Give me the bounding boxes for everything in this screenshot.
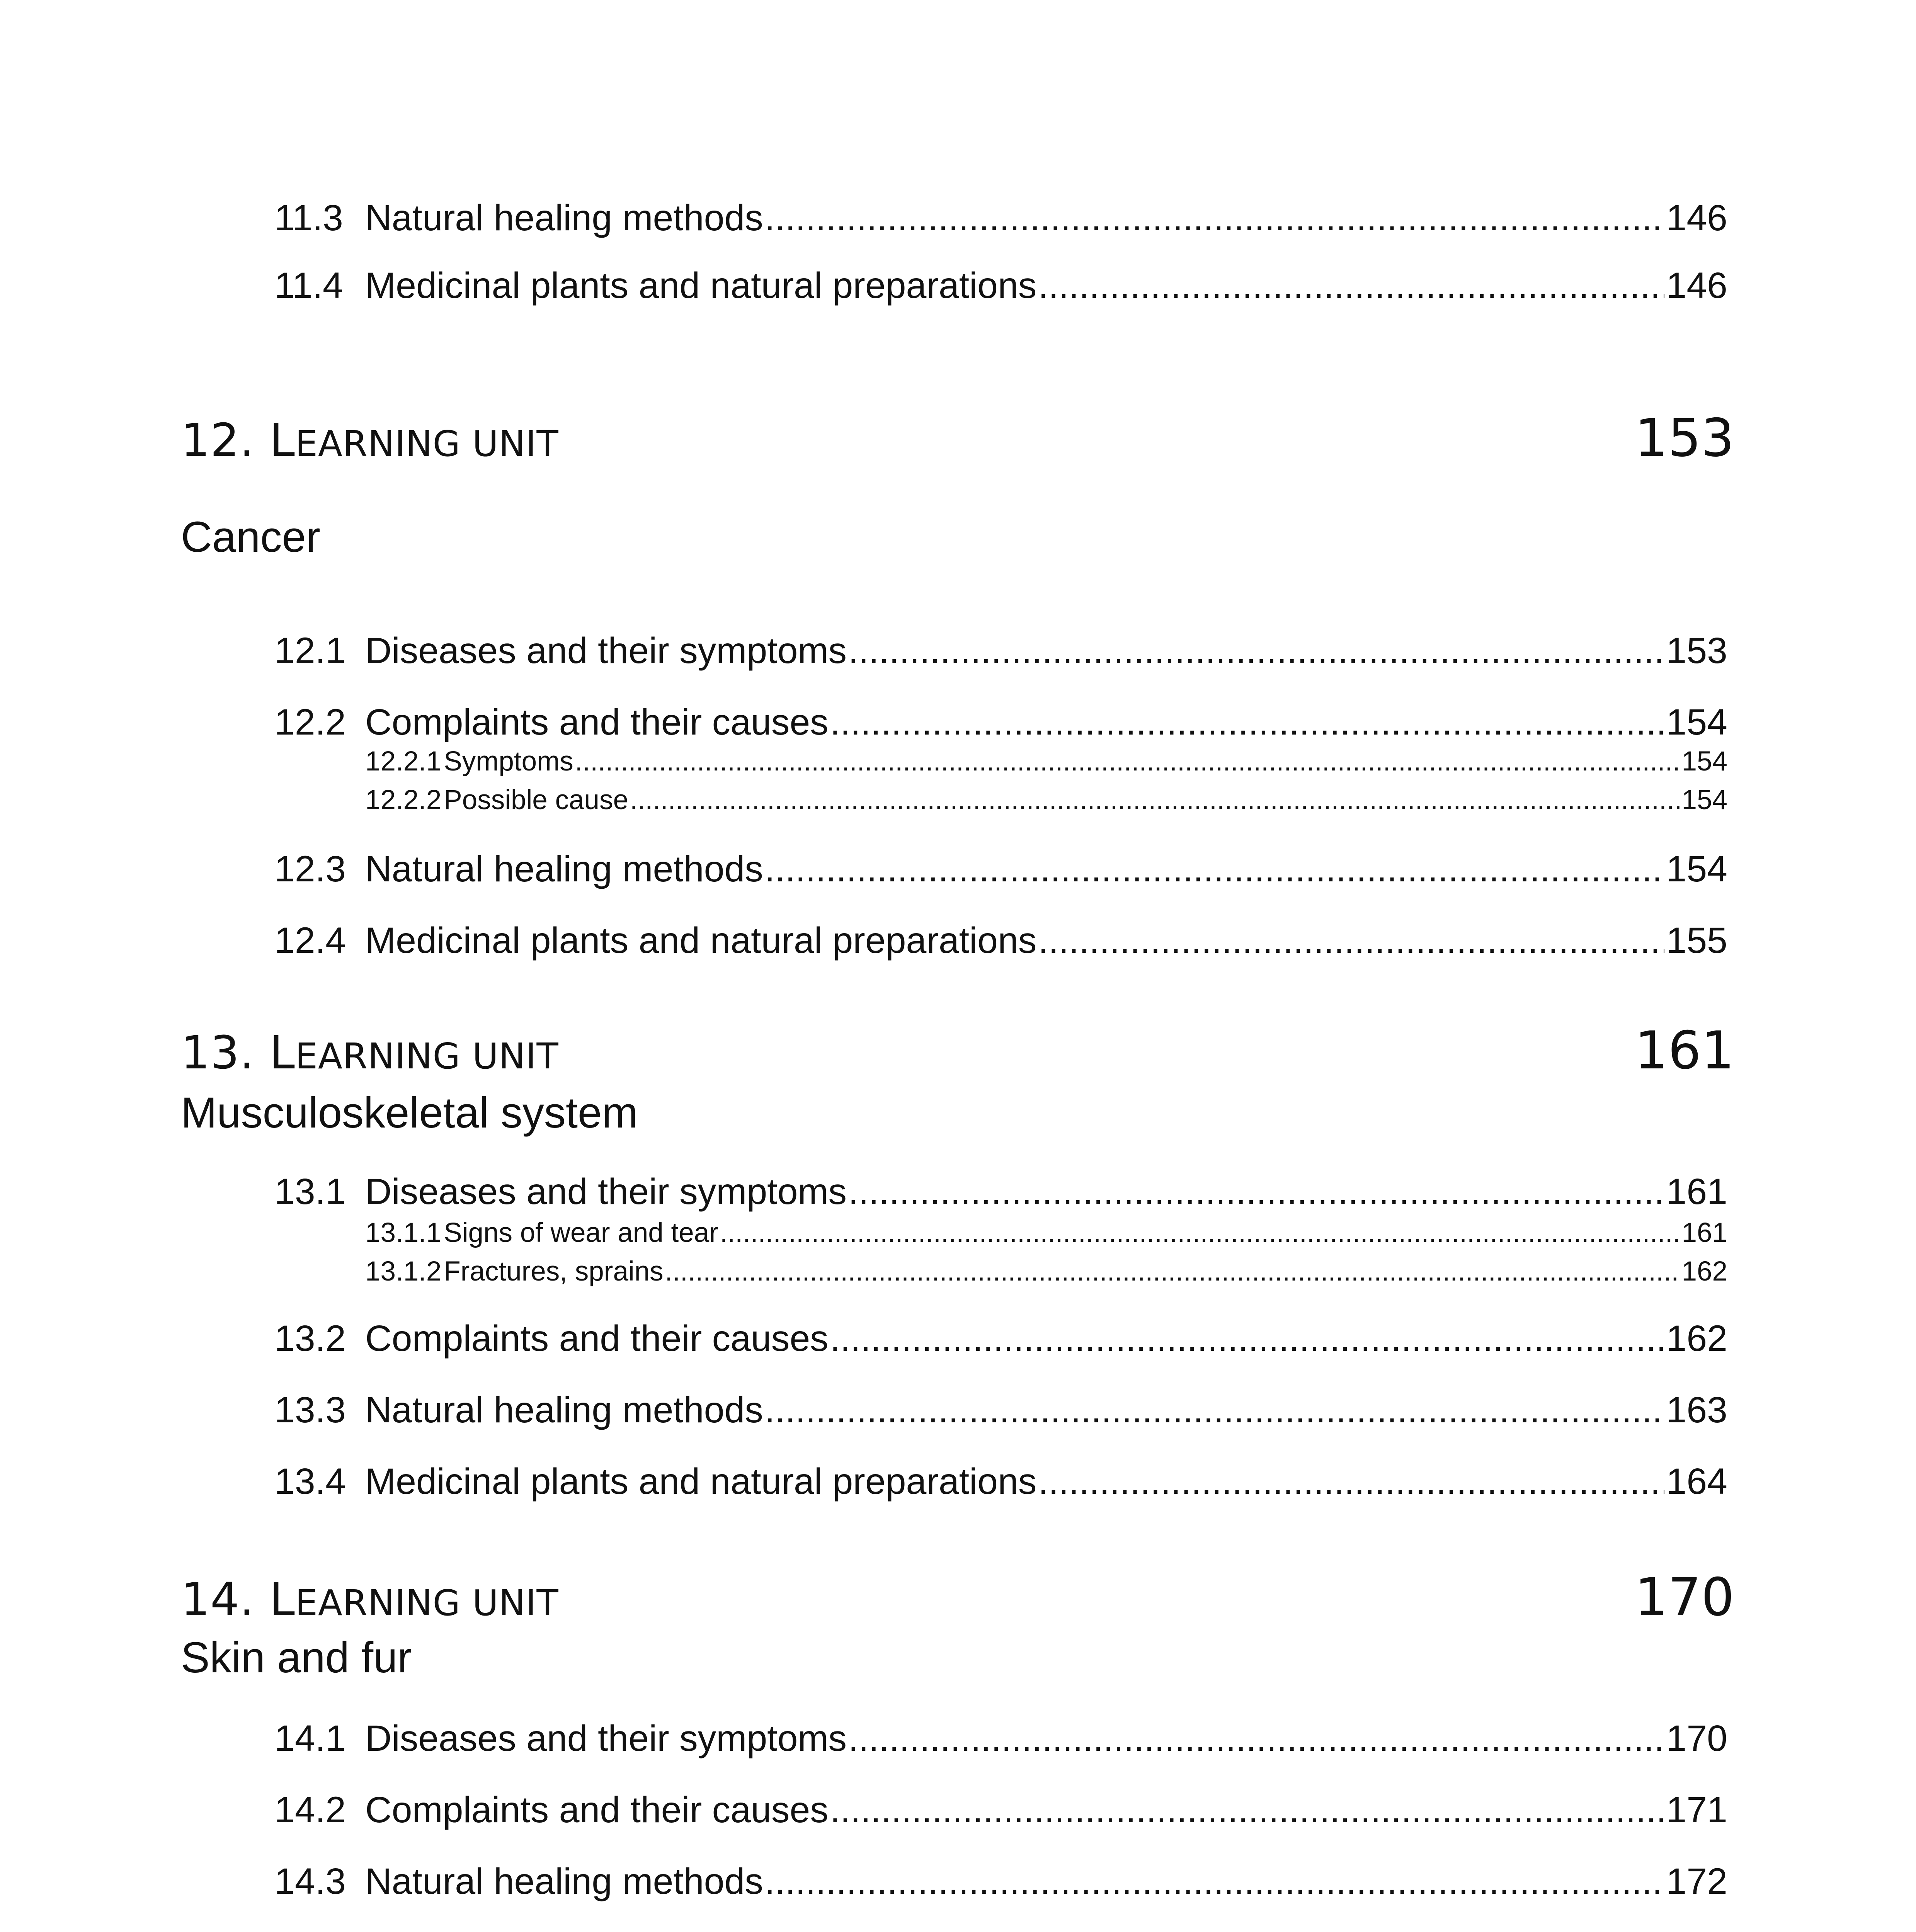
toc-entry-title: Medicinal plants and natural preparations	[365, 265, 1037, 306]
toc-entry-title: Diseases and their symptoms	[365, 1171, 847, 1212]
toc-subentry[interactable]	[365, 1256, 1727, 1287]
dot-leader	[830, 1789, 1665, 1831]
learning-unit-heading[interactable]	[181, 408, 1734, 468]
learning-unit-page: 153	[1635, 408, 1734, 468]
dot-leader	[630, 784, 1680, 816]
dot-leader	[575, 746, 1680, 777]
dot-leader	[720, 1217, 1680, 1248]
toc-entry[interactable]	[274, 920, 1727, 962]
dot-leader	[765, 848, 1665, 890]
learning-unit-topic: Musculoskeletal system	[181, 1088, 638, 1137]
dot-leader	[830, 1318, 1665, 1360]
toc-entry[interactable]	[274, 1718, 1727, 1760]
toc-subentry[interactable]	[365, 784, 1727, 816]
dot-leader	[848, 630, 1664, 672]
toc-entry[interactable]	[274, 1789, 1727, 1831]
toc-entry-title: Medicinal plants and natural preparations	[365, 920, 1037, 961]
toc-entry-title: Natural healing methods	[365, 849, 763, 889]
toc-entry-title: Diseases and their symptoms	[365, 630, 847, 671]
toc-entry-page: 162	[1681, 1256, 1727, 1287]
toc-entry-title: Natural healing methods	[365, 1389, 763, 1430]
toc-entry-page: 170	[1666, 1718, 1727, 1759]
toc-entry-page: 154	[1666, 849, 1727, 889]
toc-entry[interactable]	[274, 701, 1727, 743]
toc-entry-title: Natural healing methods	[365, 1861, 763, 1902]
dot-leader	[1038, 265, 1664, 307]
toc-entry-title: Complaints and their causes	[365, 1789, 829, 1830]
toc-entry[interactable]	[274, 197, 1727, 239]
toc-entry-page: 162	[1666, 1318, 1727, 1359]
toc-entry-number: 13.2	[274, 1318, 346, 1359]
toc-entry-page: 161	[1681, 1218, 1727, 1248]
learning-unit-topic: Cancer	[181, 513, 321, 561]
toc-entry[interactable]	[274, 1389, 1727, 1431]
toc-entry-page: 146	[1666, 265, 1727, 306]
toc-entry-title: Natural healing methods	[365, 197, 763, 238]
learning-unit-heading[interactable]	[181, 1567, 1734, 1628]
toc-entry-title: Complaints and their causes	[365, 1318, 829, 1359]
toc-entry-number: 13.1	[274, 1171, 346, 1212]
toc-entry-number: 14.1	[274, 1718, 346, 1759]
toc-entry-page: 153	[1666, 630, 1727, 671]
toc-entry-page: 154	[1666, 702, 1727, 743]
toc-entry-number: 13.3	[274, 1389, 346, 1430]
toc-entry-page: 163	[1666, 1389, 1727, 1430]
toc-entry[interactable]	[274, 1861, 1727, 1903]
toc-entry-number: 12.2.2	[365, 785, 442, 815]
toc-entry-title: Medicinal plants and natural preparations	[365, 1461, 1037, 1502]
toc-entry-number: 11.4	[274, 265, 343, 306]
dot-leader	[848, 1171, 1664, 1213]
learning-unit-heading[interactable]	[181, 1020, 1734, 1081]
toc-entry-title: Fractures, sprains	[444, 1256, 664, 1287]
dot-leader	[1038, 920, 1664, 962]
toc-entry-number: 12.4	[274, 920, 346, 961]
toc-entry-page: 154	[1681, 746, 1727, 777]
toc-entry-title: Complaints and their causes	[365, 702, 829, 743]
dot-leader	[765, 1861, 1665, 1903]
dot-leader	[848, 1718, 1664, 1760]
learning-unit-page: 161	[1635, 1020, 1734, 1081]
learning-unit-label: 12. LEARNING UNIT	[181, 413, 559, 467]
toc-entry-title: Signs of wear and tear	[444, 1218, 718, 1248]
toc-entry[interactable]	[274, 1318, 1727, 1360]
toc-entry-title: Diseases and their symptoms	[365, 1718, 847, 1759]
toc-entry[interactable]	[274, 265, 1727, 307]
toc-entry-number: 12.3	[274, 849, 346, 889]
toc-entry-page: 154	[1681, 785, 1727, 815]
toc-entry[interactable]	[274, 630, 1727, 672]
dot-leader	[765, 197, 1665, 239]
toc-entry-number: 12.1	[274, 630, 346, 671]
toc-entry-title: Symptoms	[444, 746, 573, 777]
toc-entry-number: 13.1.2	[365, 1256, 442, 1287]
dot-leader	[830, 701, 1665, 743]
toc-entry-number: 13.1.1	[365, 1218, 442, 1248]
toc-entry-number: 12.2.1	[365, 746, 442, 777]
toc-subentry[interactable]	[365, 746, 1727, 777]
toc-entry-page: 172	[1666, 1861, 1727, 1902]
toc-entry-page: 146	[1666, 197, 1727, 238]
dot-leader	[1038, 1461, 1664, 1503]
toc-entry[interactable]	[274, 1461, 1727, 1503]
toc-entry-page: 171	[1666, 1789, 1727, 1830]
learning-unit-page: 170	[1635, 1567, 1734, 1628]
toc-entry-page: 164	[1666, 1461, 1727, 1502]
toc-entry-number: 12.2	[274, 702, 346, 743]
toc-entry[interactable]	[274, 848, 1727, 890]
toc-entry[interactable]	[274, 1171, 1727, 1213]
toc-entry-title: Possible cause	[444, 785, 628, 815]
toc-entry-number: 11.3	[274, 197, 343, 238]
toc-entry-page: 161	[1666, 1171, 1727, 1212]
learning-unit-label: 14. LEARNING UNIT	[181, 1573, 559, 1626]
toc-entry-number: 13.4	[274, 1461, 346, 1502]
dot-leader	[765, 1389, 1665, 1431]
dot-leader	[665, 1256, 1680, 1287]
toc-entry-number: 14.3	[274, 1861, 346, 1902]
toc-entry-number: 14.2	[274, 1789, 346, 1830]
toc-entry-page: 155	[1666, 920, 1727, 961]
toc-subentry[interactable]	[365, 1217, 1727, 1248]
learning-unit-topic: Skin and fur	[181, 1633, 412, 1682]
learning-unit-label: 13. LEARNING UNIT	[181, 1026, 559, 1079]
